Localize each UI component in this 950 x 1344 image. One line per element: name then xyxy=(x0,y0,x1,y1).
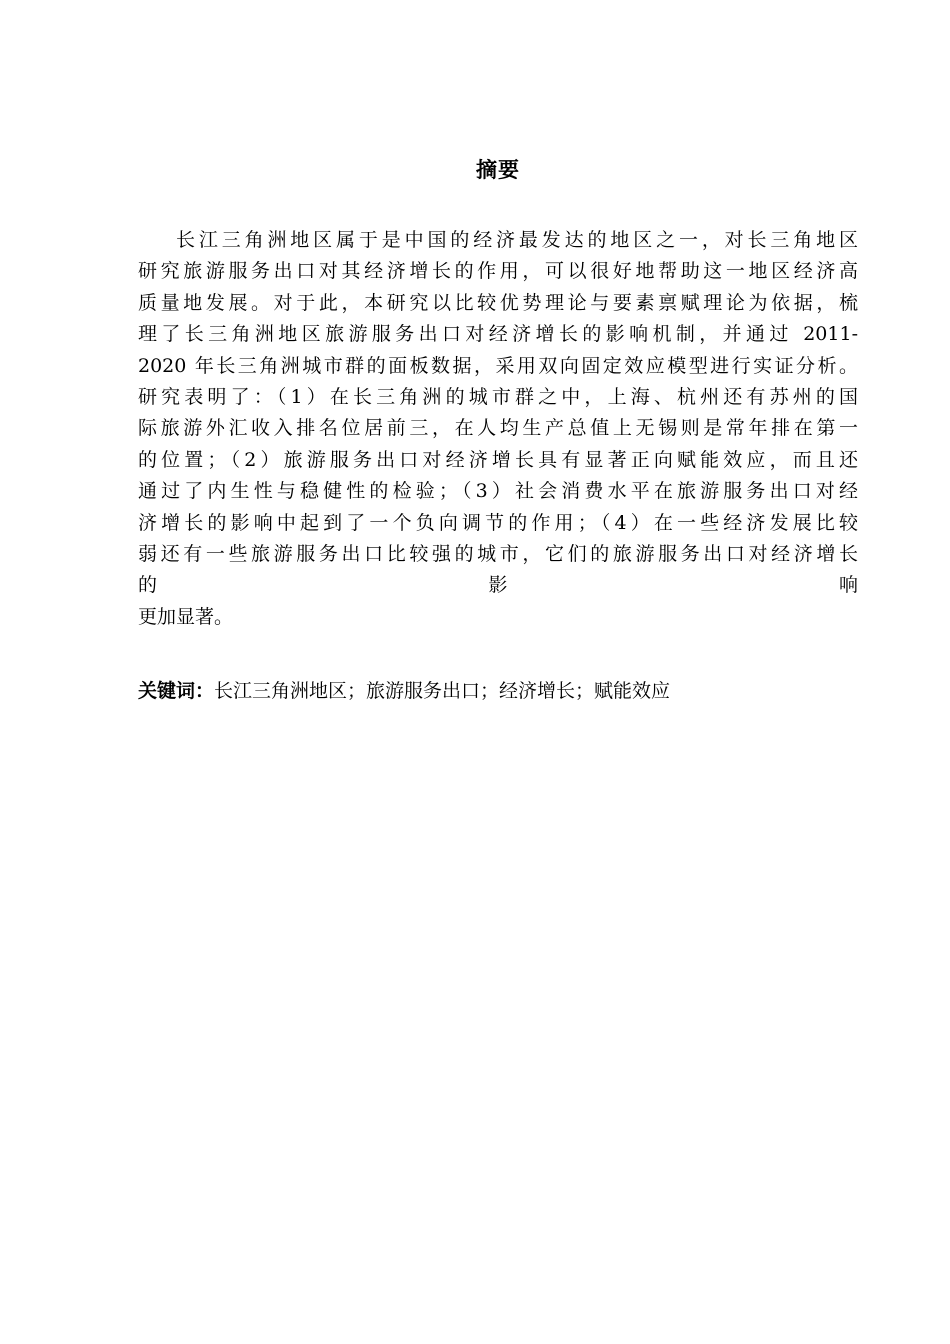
abstract-line: 的位置；（2）旅游服务出口对经济增长具有显著正向赋能效应，而且还 xyxy=(138,448,858,471)
abstract-line: 长江三角洲地区属于是中国的经济最发达的地区之一，对长三角地区 xyxy=(176,229,858,251)
abstract-line: 理了长三角洲地区旅游服务出口对经济增长的影响机制，并通过 2011- xyxy=(138,323,858,346)
abstract-line: 质量地发展。对于此，本研究以比较优势理论与要素禀赋理论为依据，梳 xyxy=(138,291,858,314)
abstract-line: 际旅游外汇收入排名位居前三，在人均生产总值上无锡则是常年排在第一 xyxy=(138,417,858,440)
abstract-line: 研究旅游服务出口对其经济增长的作用，可以很好地帮助这一地区经济高 xyxy=(138,260,858,283)
abstract-line: 济增长的影响中起到了一个负向调节的作用；（4）在一些经济发展比较 xyxy=(138,511,858,534)
abstract-line: 2020 年长三角洲城市群的面板数据，采用双向固定效应模型进行实证分析。 xyxy=(138,354,858,377)
abstract-line: 的 影 响 xyxy=(138,574,858,597)
keywords-row xyxy=(138,676,858,706)
abstract-body xyxy=(138,225,858,633)
abstract-line: 更加显著。 xyxy=(138,605,234,628)
abstract-line: 弱还有一些旅游服务出口比较强的城市，它们的旅游服务出口对经济增长 xyxy=(138,542,858,565)
page-title: 摘要 xyxy=(476,158,520,182)
abstract-line: 研究表明了：（1）在长三角洲的城市群之中，上海、杭州还有苏州的国 xyxy=(138,385,858,408)
abstract-line: 通过了内生性与稳健性的检验；（3）社会消费水平在旅游服务出口对经 xyxy=(138,480,858,503)
keywords-label: 关键词： xyxy=(138,680,215,702)
keywords-text: 长江三角洲地区；旅游服务出口；经济增长；赋能效应 xyxy=(214,680,671,702)
